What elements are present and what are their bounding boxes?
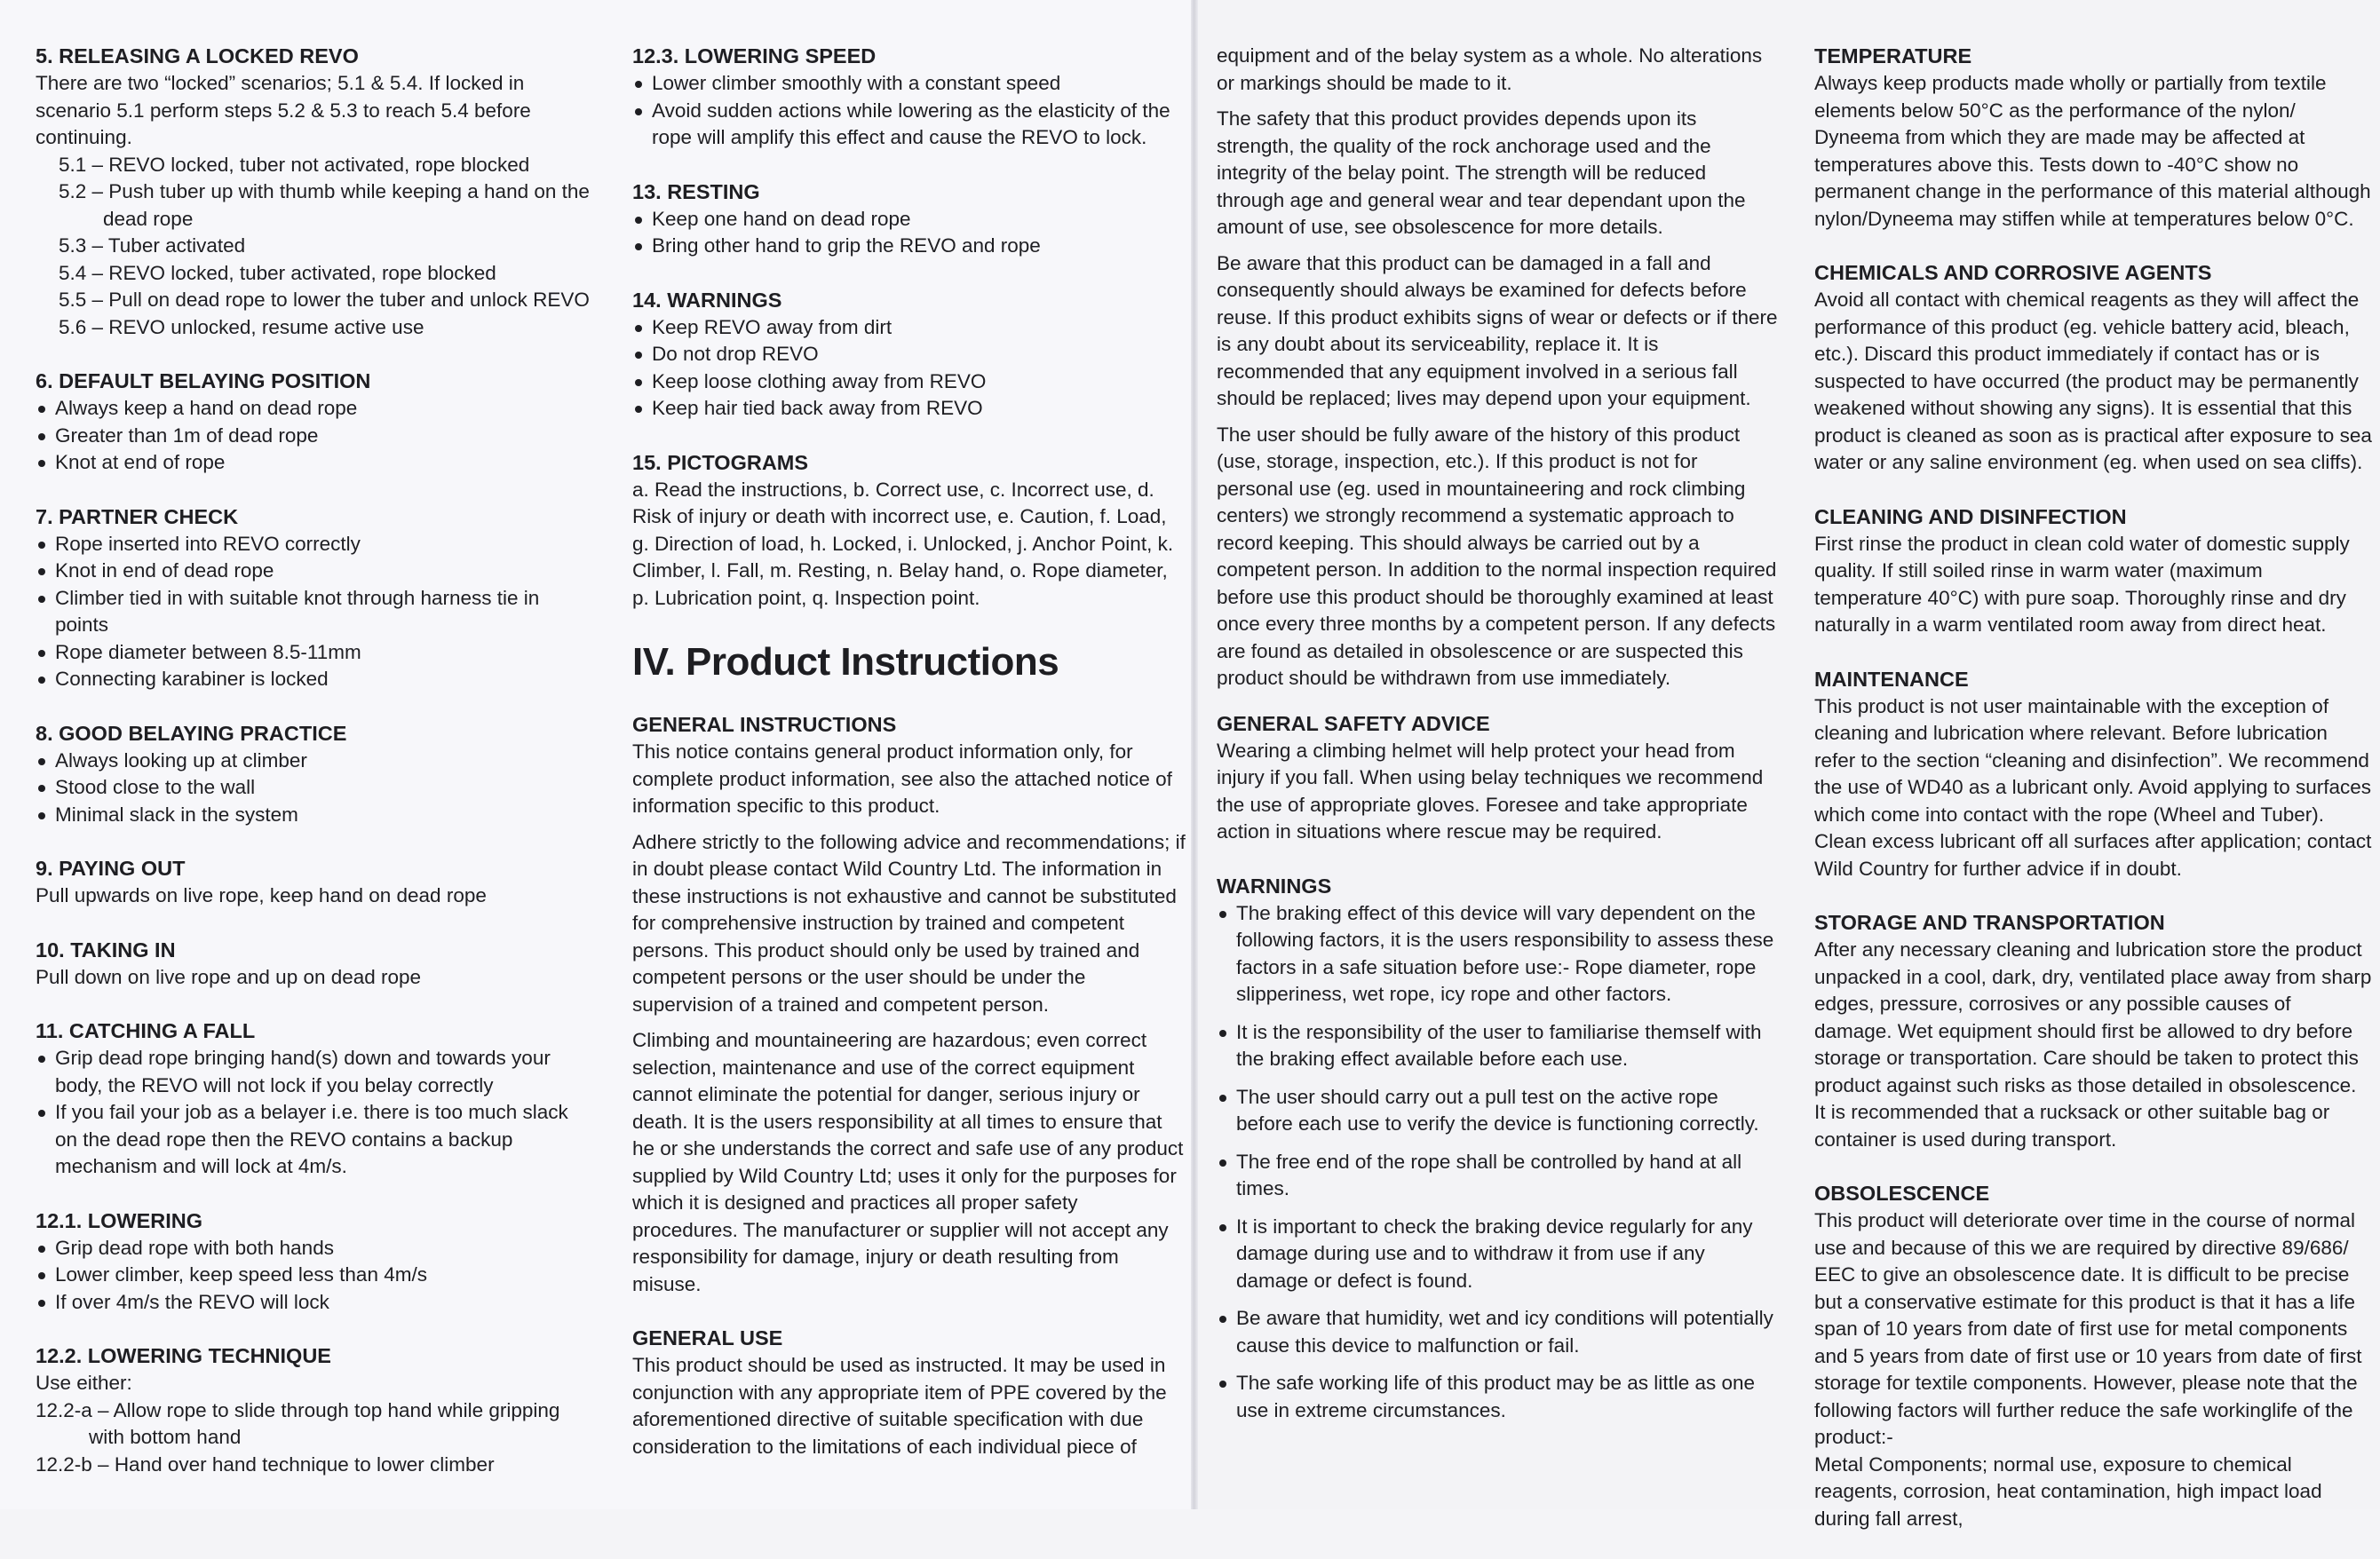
column-4 [1814, 43, 2372, 1559]
paragraph: This notice contains general product information only, for complete product information, see also the attached notice of information specific to this product. [632, 740, 1172, 817]
list-item: Bring other hand to grip the REVO and rope [632, 233, 1187, 260]
bullet-list [36, 1045, 595, 1181]
section-title: GENERAL USE [632, 1326, 783, 1349]
list-item: 12.2-b – Hand over hand technique to lower climber [36, 1452, 495, 1476]
bullet-list [632, 70, 1187, 152]
bullet-list [36, 1235, 595, 1317]
section-paying-out [36, 855, 595, 910]
list-item: Minimal slack in the system [36, 802, 595, 829]
list-item: The braking effect of this device will vary dependent on the following factors, it is the users responsibility to assess these factors in a safe situation before use:- Rope diameter, rope slipperiness, wet rope, icy rope and other factors. [1217, 900, 1778, 1009]
list-item: Connecting karabiner is locked [36, 666, 595, 693]
list-item: Grip dead rope bringing hand(s) down and towards your body, the REVO will not lock if you belay correctly [36, 1045, 595, 1099]
section-title: 9. PAYING OUT [36, 857, 186, 880]
list-item: Rope diameter between 8.5-11mm [36, 639, 595, 667]
step-item: 5.2 – Push tuber up with thumb while keeping a hand on the dead rope [59, 180, 590, 230]
section-text: Pull down on live rope and up on dead rope [36, 965, 422, 988]
section-text: Wearing a climbing helmet will help protect your head from injury if you fall. When using belay techniques we recommend the use of appropriate gloves. Foresee and take appropriate action in situations where rescue may be required. [1217, 739, 1764, 843]
column-1 [36, 43, 595, 1505]
step-item: 5.3 – Tuber activated [59, 234, 246, 257]
section-title: 5. RELEASING A LOCKED REVO [36, 44, 359, 67]
page-fold [1191, 0, 1198, 1509]
section-title: 10. TAKING IN [36, 938, 176, 962]
section-text: Pull upwards on live rope, keep hand on dead rope [36, 884, 487, 906]
list-item: It is the responsibility of the user to familiarise themself with the braking effect available before each use. [1217, 1019, 1778, 1073]
bullet-list [632, 314, 1187, 423]
section-good-belaying-practice [36, 720, 595, 829]
bullet-list [36, 748, 595, 829]
list-item: Knot in end of dead rope [36, 558, 595, 585]
section-title: OBSOLESCENCE [1814, 1182, 1990, 1205]
list-item: 12.2-a – Allow rope to slide through top hand while gripping with bottom hand [36, 1398, 560, 1448]
list-item: Always keep a hand on dead rope [36, 395, 595, 423]
section-general-use [632, 1325, 1187, 1460]
list-item: Stood close to the wall [36, 774, 595, 802]
list-item: Avoid sudden actions while lowering as the elasticity of the rope will amplify this effect and cause the REVO to lock. [632, 98, 1187, 152]
section-releasing-locked-revo [36, 43, 595, 341]
technique-list [36, 1397, 595, 1479]
section-title: 12.1. LOWERING [36, 1208, 203, 1232]
chapter-title: IV. Product Instructions [632, 640, 1059, 684]
section-title: 12.3. LOWERING SPEED [632, 44, 877, 67]
section-intro: Use either: [36, 1372, 132, 1394]
section-text: After any necessary cleaning and lubrication store the product unpacked in a cool, dark, dry, ventilated place away from sharp edges, pressure, corrosives or any possible causes of damage. Wet equipment should first be allowed to dry before storage or transportation. Care should be taken to protect this product against such risks as those detailed in obsolescence. It is recommended that a rucksack or other suitable bag or container is used during transport. [1814, 938, 2372, 1151]
list-item: Rope inserted into REVO correctly [36, 531, 595, 558]
section-storage [1814, 909, 2372, 1153]
section-text: First rinse the product in clean cold water of domestic supply quality. If still soiled rinse in warm water (maximum temperature 40°C) with pure soap. Thoroughly rinse and dry naturally in a warm ventilated room away from direct heat. [1814, 532, 2350, 636]
list-item: Climber tied in with suitable knot through harness tie in points [36, 585, 595, 639]
list-item: If you fail your job as a belayer i.e. there is too much slack on the dead rope then the REVO contains a backup mechanism and will lock at 4m/s. [36, 1099, 595, 1181]
section-title: STORAGE AND TRANSPORTATION [1814, 911, 2165, 934]
list-item: Always looking up at climber [36, 748, 595, 775]
step-item: 5.1 – REVO locked, tuber not activated, rope blocked [59, 153, 530, 176]
section-default-belaying-position [36, 368, 595, 477]
bullet-list [36, 395, 595, 477]
bullet-list [36, 531, 595, 693]
section-maintenance [1814, 666, 2372, 883]
section-intro: There are two “locked” scenarios; 5.1 & 5.4. If locked in scenario 5.1 perform steps 5.2 & 5.3 to reach 5.4 before continuing. [36, 72, 531, 148]
list-item: Do not drop REVO [632, 341, 1187, 368]
section-title: 6. DEFAULT BELAYING POSITION [36, 369, 371, 392]
section-title: CHEMICALS AND CORROSIVE AGENTS [1814, 261, 2212, 284]
section-title: 14. WARNINGS [632, 288, 782, 312]
section-title: 7. PARTNER CHECK [36, 504, 239, 528]
list-item: The user should carry out a pull test on the active rope before each use to verify the device is functioning correctly. [1217, 1084, 1778, 1138]
column-2 [632, 43, 1187, 1487]
step-item: 5.5 – Pull on dead rope to lower the tuber and unlock REVO [59, 289, 590, 311]
section-title: CLEANING AND DISINFECTION [1814, 504, 2127, 528]
paragraph: Adhere strictly to the following advice and recommendations; if in doubt please contact Wild Country Ltd. The information in these instructions is not exhaustive and cannot be substituted for comprehensive instruction by trained and competent persons. This product should only be used by trained and competent persons or the user should be under the supervision of a trained and competent person. [632, 830, 1186, 1016]
section-text: This product should be used as instructed. It may be used in conjunction with any appropriate item of PPE covered by the aforementioned directive of suitable specification with due consideration to the limitations of each individual piece of [632, 1354, 1167, 1458]
section-chemicals [1814, 259, 2372, 477]
column-3 [1217, 43, 1778, 1451]
section-title: WARNINGS [1217, 874, 1332, 898]
section-warnings-revo [632, 287, 1187, 423]
paragraph: The user should be fully aware of the history of this product (use, storage, inspection, etc.). If this product is not for personal use (eg. used in mountaineering and rock climbing centers) we strongly recommend a systematic approach to record keeping. This should always be carried out by a competent person. In addition to the normal inspection required before use this product should be thoroughly examined at least once every three months by a competent person. If any defects are found as detailed in obsolescence or are suspected this product should be withdrawn from use immediately. [1217, 423, 1777, 689]
paragraph: Be aware that this product can be damaged in a fall and consequently should always be examined for defects before reuse. If this product exhibits signs of wear or defects or if there is any doubt about its serviceability, replace it. It is recommended that any equipment involved in a serious fall should be replaced; lives may depend upon your equipment. [1217, 251, 1778, 409]
section-lowering [36, 1207, 595, 1317]
list-item: Grip dead rope with both hands [36, 1235, 595, 1262]
list-item: The safe working life of this product may be as little as one use in extreme circumstances. [1217, 1370, 1778, 1424]
list-item: Keep one hand on dead rope [632, 206, 1187, 233]
section-obsolescence [1814, 1180, 2372, 1532]
list-item: Keep hair tied back away from REVO [632, 395, 1187, 423]
section-title: GENERAL SAFETY ADVICE [1217, 711, 1490, 735]
section-title: 13. RESTING [632, 179, 760, 203]
section-text: Always keep products made wholly or partially from textile elements below 50°C as the performance of the nylon/ Dyneema from which they are made may be affected at temperatures above this. Tests down to -40°C show no permanent change in the performance of this material although nylon/Dyneema may stiffen while at temperatures below 0°C. [1814, 72, 2371, 230]
list-item: Be aware that humidity, wet and icy conditions will potentially cause this device to malfunction or fail. [1217, 1305, 1778, 1359]
list-item: Keep REVO away from dirt [632, 314, 1187, 342]
section-title: MAINTENANCE [1814, 667, 1969, 691]
list-item: Lower climber smoothly with a constant speed [632, 70, 1187, 98]
list-item: The free end of the rope shall be controlled by hand at all times. [1217, 1149, 1778, 1203]
section-title: 15. PICTOGRAMS [632, 450, 809, 474]
list-item: If over 4m/s the REVO will lock [36, 1289, 595, 1317]
step-list [36, 152, 595, 342]
list-item: It is important to check the braking device regularly for any damage during use and to withdraw it from use if any damage or defect is found. [1217, 1214, 1778, 1295]
section-lowering-speed [632, 43, 1187, 152]
section-text: a. Read the instructions, b. Correct use, c. Incorrect use, d. Risk of injury or death with incorrect use, e. Caution, f. Load, g. Direction of load, h. Locked, i. Unlocked, j. Anchor Point, k. Climber, l. Fall, m. Resting, n. Belay hand, o. Rope diameter, p. Lubrication point, q. Inspection point. [632, 478, 1174, 609]
step-item: 5.6 – REVO unlocked, resume active use [59, 315, 424, 338]
section-cleaning [1814, 503, 2372, 639]
paragraph: equipment and of the belay system as a whole. No alterations or markings should be made to it. [1217, 44, 1763, 94]
section-lowering-technique [36, 1342, 595, 1478]
section-partner-check [36, 503, 595, 693]
list-item: Lower climber, keep speed less than 4m/s [36, 1262, 595, 1289]
section-text: This product will deteriorate over time in the course of normal use and because of this we are required by directive 89/686/ EEC to give an obsolescence date. It is difficult to be precise but a conservative estimate for this product is that it has a life span of 10 years from date of first use for metal components and 5 years from date of first use or 10 years from date of first storage for textile components. However, please note that the following factors will further reduce the safe workinglife of the product:- [1814, 1209, 2362, 1448]
section-title: 8. GOOD BELAYING PRACTICE [36, 721, 347, 745]
paragraph: The safety that this product provides depends upon its strength, the quality of the rock anchorage used and the integrity of the belay point. The strength will be reduced through age and general wear and tear dependant upon the amount of use, see obsolescence for more details. [1217, 107, 1746, 238]
section-title: 12.2. LOWERING TECHNIQUE [36, 1344, 331, 1367]
section-general-instructions [632, 711, 1187, 1298]
paragraph: Climbing and mountaineering are hazardous; even correct selection, maintenance and use of the correct equipment cannot eliminate the potential for danger, serious injury or death. It is the users responsibility at all times to ensure that he or she understands the correct and safe use of any product supplied by Wild Country Ltd; uses it only for the purposes for which it is designed and practices all proper safety procedures. The manufacturer or supplier will not accept any responsibility for damage, injury or death resulting from misuse. [632, 1029, 1184, 1295]
section-title: GENERAL INSTRUCTIONS [632, 713, 897, 736]
bullet-list [632, 206, 1187, 260]
list-item: Greater than 1m of dead rope [36, 423, 595, 450]
bullet-list [1217, 900, 1778, 1425]
section-resting [632, 178, 1187, 260]
section-text: Avoid all contact with chemical reagents as they will affect the performance of this product (eg. vehicle battery acid, bleach, etc.). Discard this product immediately if contact has or is suspected to have occurred (the product may be permanently weakened without showing any signs). It is essential that this product is cleaned as soon as is practical after exposure to sea water or any saline environment (eg. when used on sea cliffs). [1814, 289, 2372, 473]
section-title: 11. CATCHING A FALL [36, 1019, 256, 1042]
step-item: 5.4 – REVO locked, tuber activated, rope blocked [59, 261, 496, 284]
section-text: This product is not user maintainable with the exception of cleaning and lubrication where relevant. Before lubrication refer to the section “cleaning and disinfection”. We recommend the use of WD40 as a lubricant only. Avoid applying to surfaces which come into contact with the rope (Wheel and Tuber). Clean excess lubricant off all surfaces after application; contact Wild Country for further advice if in doubt. [1814, 694, 2372, 880]
section-taking-in [36, 937, 595, 992]
section-warnings [1217, 873, 1778, 1425]
section-general-safety-advice [1217, 710, 1778, 846]
section-title: TEMPERATURE [1814, 44, 1972, 67]
section-pictograms [632, 449, 1187, 613]
section-temperature [1814, 43, 2372, 233]
list-item: Keep loose clothing away from REVO [632, 368, 1187, 396]
section-general-use-continued [1217, 43, 1778, 692]
section-text-2: Metal Components; normal use, exposure to chemical reagents, corrosion, heat contamination, high impact load during fall arrest, [1814, 1452, 2322, 1530]
section-catching-a-fall [36, 1017, 595, 1181]
list-item: Knot at end of rope [36, 449, 595, 477]
